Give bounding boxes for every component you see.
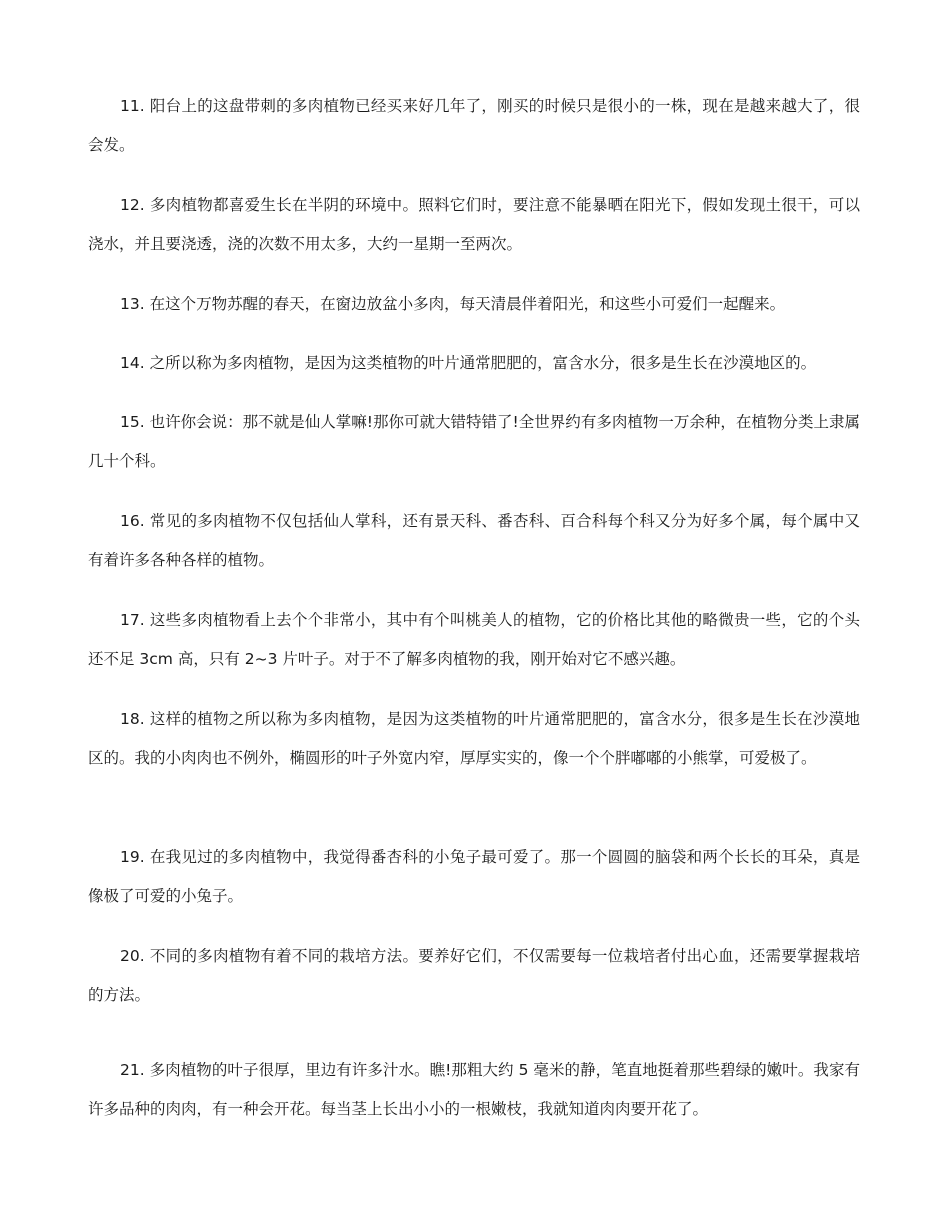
paragraph-19: 19. 在我见过的多肉植物中，我觉得番杏科的小兔子最可爱了。那一个圆圆的脑袋和两个长长的耳朵，真是像极了可爱的小兔子。 [88, 848, 860, 905]
paragraph-11: 11. 阳台上的这盘带刺的多肉植物已经买来好几年了，刚买的时候只是很小的一株，现在是越来越大了，很会发。 [88, 97, 860, 154]
paragraph-14: 14. 之所以称为多肉植物，是因为这类植物的叶片通常肥肥的，富含水分，很多是生长在沙漠地区的。 [120, 354, 817, 372]
paragraph-18: 18. 这样的植物之所以称为多肉植物，是因为这类植物的叶片通常肥肥的，富含水分，很多是生长在沙漠地区的。我的小肉肉也不例外，椭圆形的叶子外宽内窄，厚厚实实的，像一个个胖嘟嘟的小熊掌，可爱极了。 [88, 710, 860, 767]
paragraph-15: 15. 也许你会说：那不就是仙人掌嘛!那你可就大错特错了!全世界约有多肉植物一万余种，在植物分类上隶属几十个科。 [88, 413, 860, 470]
paragraph-20: 20. 不同的多肉植物有着不同的栽培方法。要养好它们，不仅需要每一位栽培者付出心血，还需要掌握栽培的方法。 [88, 947, 860, 1004]
paragraph-17: 17. 这些多肉植物看上去个个非常小，其中有个叫桃美人的植物，它的价格比其他的略微贵一些，它的个头还不足 3cm 高，只有 2~3 片叶子。对于不了解多肉植物的我，刚开始对它不感兴趣。 [88, 611, 860, 668]
paragraph-21: 21. 多肉植物的叶子很厚，里边有许多汁水。瞧!那粗大约 5 毫米的静，笔直地挺着那些碧绿的嫩叶。我家有许多品种的肉肉，有一种会开花。每当茎上长出小小的一根嫩枝，我就知道肉肉要开花了。 [88, 1061, 860, 1118]
paragraph-13: 13. 在这个万物苏醒的春天，在窗边放盆小多肉，每天清晨伴着阳光，和这些小可爱们一起醒来。 [120, 295, 786, 313]
paragraph-12: 12. 多肉植物都喜爱生长在半阴的环境中。照料它们时，要注意不能暴晒在阳光下，假如发现土很干，可以浇水，并且要浇透，浇的次数不用太多，大约一星期一至两次。 [88, 196, 860, 253]
paragraph-16: 16. 常见的多肉植物不仅包括仙人掌科，还有景天科、番杏科、百合科每个科又分为好多个属，每个属中又有着许多各种各样的植物。 [88, 512, 860, 569]
